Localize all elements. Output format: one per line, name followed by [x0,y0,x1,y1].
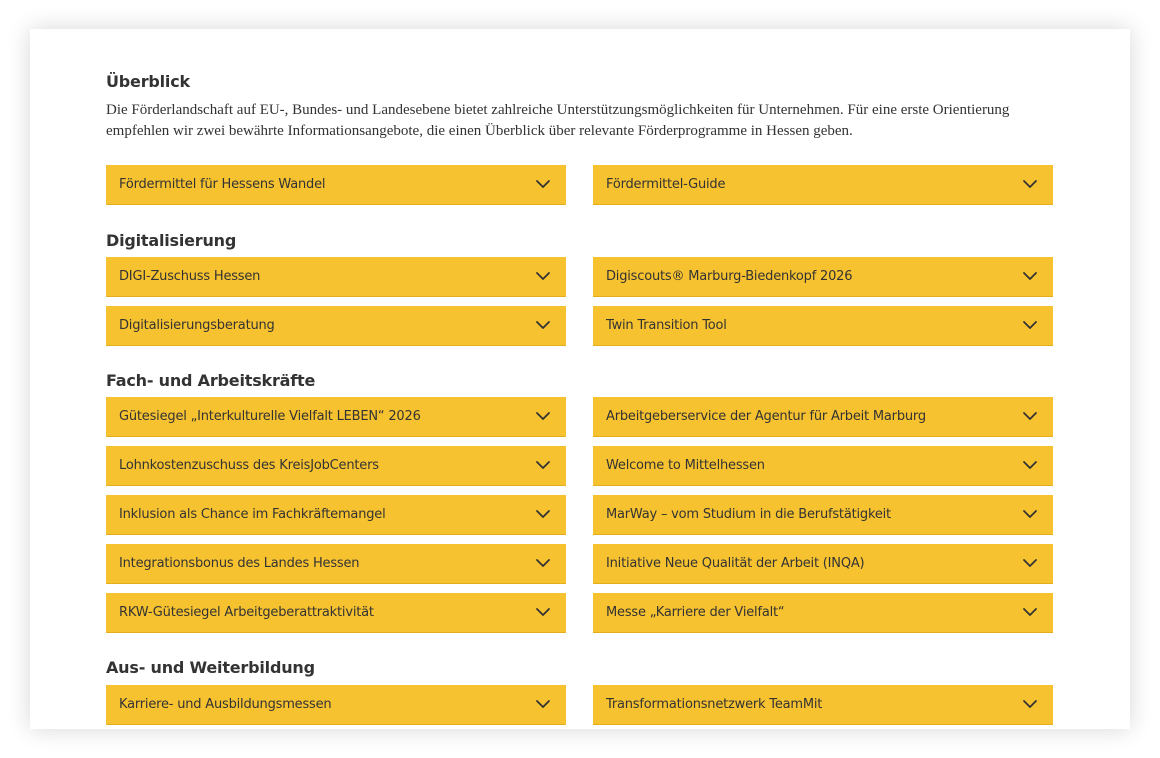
content-card [30,29,1130,729]
accordion-label: Digitalisierungsberatung [119,318,275,333]
accordion-integrationsbonus[interactable] [106,544,566,584]
chevron-down-icon [535,698,551,710]
chevron-down-icon [1022,508,1038,520]
chevron-down-icon [535,270,551,282]
chevron-down-icon [535,557,551,569]
accordion-digitalisierungsberatung[interactable] [106,306,566,346]
accordion-label: MarWay – vom Studium in die Berufstätigkeit [606,507,891,522]
overview-intro: Die Förderlandschaft auf EU-, Bundes- und Landesebene bietet zahlreiche Unterstützungsmöglichkeiten für Unternehmen. Für eine erste Orientierung empfehlen wir zwei bewährte Informationsangebote, die einen Überblick über relevante Förderprogramme in Hessen geben. [106,102,1010,139]
accordion-digiscouts[interactable] [593,257,1053,297]
accordion-label: Digiscouts® Marburg-Biedenkopf 2026 [606,269,853,284]
accordion-digi-zuschuss[interactable] [106,257,566,297]
accordion-label: DIGI-Zuschuss Hessen [119,269,261,284]
chevron-down-icon [1022,270,1038,282]
accordion-label: Transformationsnetzwerk TeamMit [606,697,823,712]
accordion-lohnkostenzuschuss[interactable] [106,446,566,486]
accordion-twin-transition-tool[interactable] [593,306,1053,346]
accordion-marway[interactable] [593,495,1053,535]
chevron-down-icon [1022,459,1038,471]
accordion-foerdermittel-hessens-wandel[interactable] [106,165,566,205]
accordion-arbeitgeberservice[interactable] [593,397,1053,437]
accordion-rkw-guetesiegel[interactable] [106,593,566,633]
section-title-digital: Digitalisierung [106,231,237,250]
section-title-training: Aus- und Weiterbildung [106,658,315,677]
chevron-down-icon [1022,410,1038,422]
accordion-ausbildungsmessen[interactable] [106,685,566,725]
accordion-label: Welcome to Mittelhessen [606,458,765,473]
accordion-label: Initiative Neue Qualität der Arbeit (INQA) [606,556,865,571]
accordion-guetesiegel-vielfalt[interactable] [106,397,566,437]
chevron-down-icon [1022,698,1038,710]
section-title-workforce: Fach- und Arbeitskräfte [106,371,316,390]
accordion-label: Fördermittel für Hessens Wandel [119,177,326,192]
accordion-teammit[interactable] [593,685,1053,725]
accordion-label: Karriere- und Ausbildungsmessen [119,697,332,712]
accordion-label: RKW-Gütesiegel Arbeitgeberattraktivität [119,605,374,620]
accordion-messe-vielfalt[interactable] [593,593,1053,633]
chevron-down-icon [535,508,551,520]
accordion-label: Inklusion als Chance im Fachkräftemangel [119,507,386,522]
accordion-label: Arbeitgeberservice der Agentur für Arbeit Marburg [606,409,926,424]
section-title-overview: Überblick [106,72,190,91]
chevron-down-icon [1022,319,1038,331]
chevron-down-icon [1022,557,1038,569]
chevron-down-icon [535,410,551,422]
chevron-down-icon [1022,606,1038,618]
accordion-foerdermittel-guide[interactable] [593,165,1053,205]
accordion-label: Fördermittel-Guide [606,177,726,192]
accordion-label: Lohnkostenzuschuss des KreisJobCenters [119,458,379,473]
chevron-down-icon [535,319,551,331]
accordion-label: Twin Transition Tool [606,318,727,333]
accordion-label: Gütesiegel „Interkulturelle Vielfalt LEBEN“ 2026 [119,409,421,424]
chevron-down-icon [535,606,551,618]
accordion-inqa[interactable] [593,544,1053,584]
chevron-down-icon [535,178,551,190]
accordion-label: Integrationsbonus des Landes Hessen [119,556,360,571]
accordion-label: Messe „Karriere der Vielfalt“ [606,605,785,620]
accordion-inklusion[interactable] [106,495,566,535]
chevron-down-icon [1022,178,1038,190]
accordion-welcome-mittelhessen[interactable] [593,446,1053,486]
chevron-down-icon [535,459,551,471]
